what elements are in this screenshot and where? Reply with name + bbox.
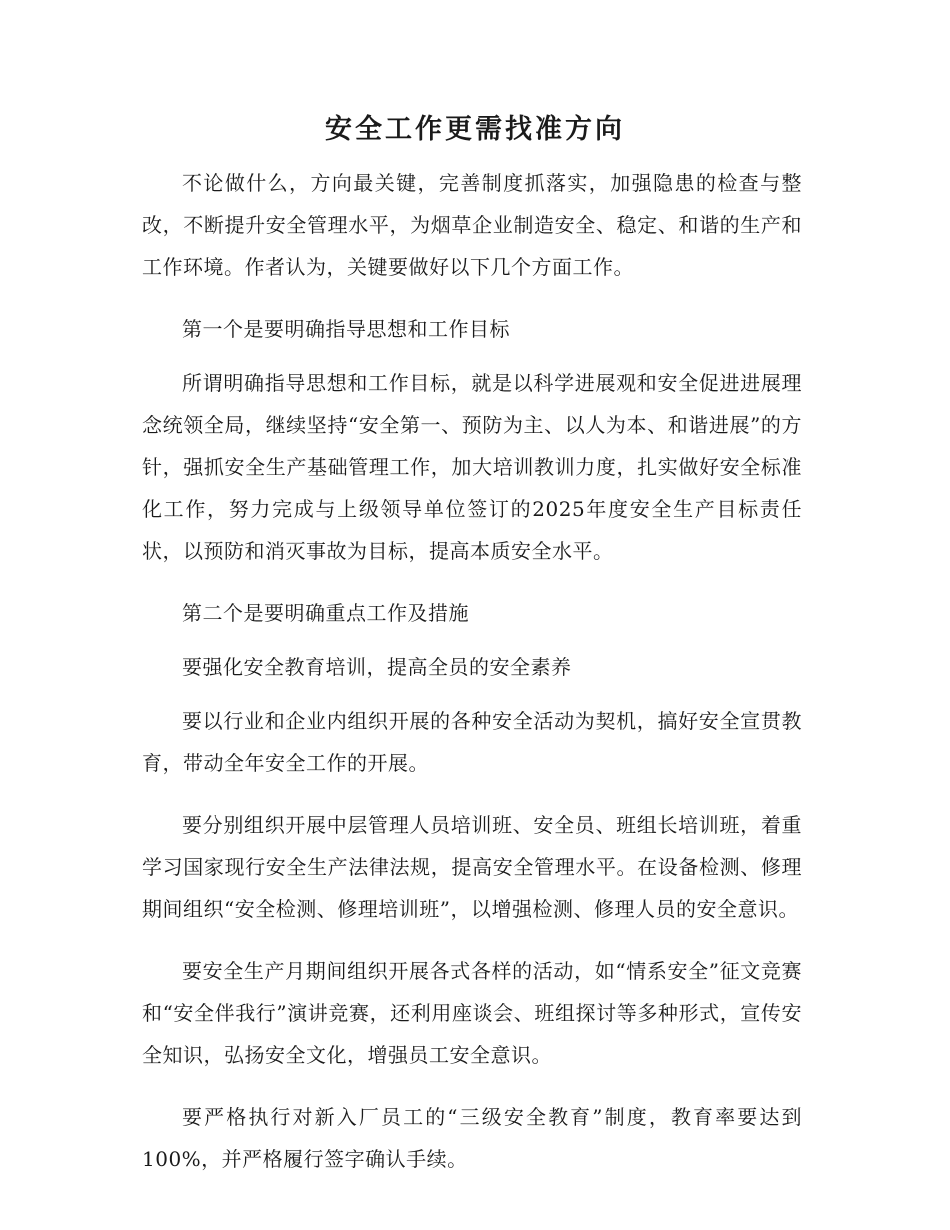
subsection-heading-training: 要强化安全教育培训，提高全员的安全素养 <box>182 655 572 679</box>
paragraph-safety-month: 要安全生产月期间组织开展各式各样的活动，如“情系安全”征文竞赛和“安全伴我行”演讲竞赛，还利用座谈会、班组探讨等多种形式，宣传安全知识，弘扬安全文化，增强员工安全意识。 <box>142 959 802 1067</box>
paragraph-new-employees: 要严格执行对新入厂员工的“三级安全教育”制度，教育率要达到100%，并严格履行签字确认手续。 <box>142 1105 802 1171</box>
document-body <box>142 162 802 1200</box>
paragraph-intro: 不论做什么，方向最关键，完善制度抓落实，加强隐患的检查与整改，不断提升安全管理水平，为烟草企业制造安全、稳定、和谐的生产和工作环境。作者认为，关键要做好以下几个方面工作。 <box>142 171 802 279</box>
section-heading-2: 第二个是要明确重点工作及措施 <box>182 601 469 625</box>
paragraph-guiding-principles: 所谓明确指导思想和工作目标，就是以科学进展观和安全促进进展理念统领全局，继续坚持“安全第一、预防为主、以人为本、和谐进展”的方针，强抓安全生产基础管理工作，加大培训教训力度，扎实做好安全标准化工作，努力完成与上级领导单位签订的2025年度安全生产目标责任状，以预防和消灭事故为目标，提高本质安全水平。 <box>142 371 802 563</box>
document-title: 安全工作更需找准方向 <box>325 114 625 145</box>
section-heading-1: 第一个是要明确指导思想和工作目标 <box>182 317 510 341</box>
paragraph-activities: 要以行业和企业内组织开展的各种安全活动为契机，搞好安全宣贯教育，带动全年安全工作的开展。 <box>142 709 802 775</box>
paragraph-training-classes: 要分别组织开展中层管理人员培训班、安全员、班组长培训班，着重学习国家现行安全生产法律法规，提高安全管理水平。在设备检测、修理期间组织“安全检测、修理培训班”，以增强检测、修理人员的安全意识。 <box>142 813 802 921</box>
